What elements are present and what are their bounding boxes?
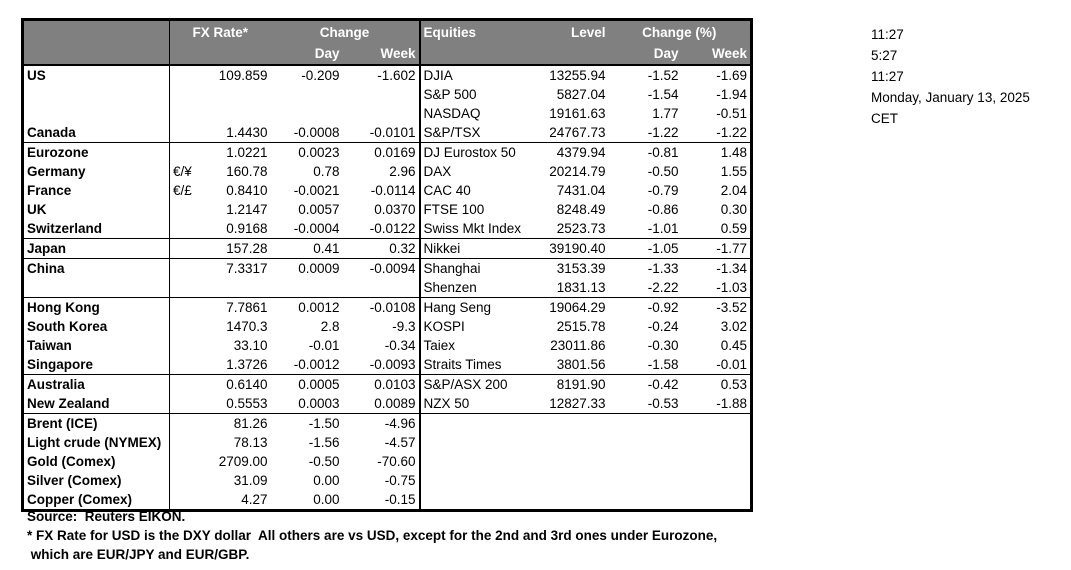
fx-rate-cell [198, 85, 271, 104]
fx-pair-cell [170, 471, 198, 490]
equity-change-day-cell: -0.42 [647, 377, 679, 392]
fx-pair-cell [170, 414, 198, 434]
equity-name-cell: NASDAQ [423, 106, 481, 121]
equity-change-day-cell: -0.86 [647, 202, 679, 217]
fx-rate-cell: 0.8410 [226, 183, 268, 198]
equity-change-week-cell: 1.55 [720, 164, 747, 179]
fx-change-day-cell: -1.56 [308, 435, 340, 450]
table-row [23, 433, 752, 452]
equity-change-day-cell: -0.50 [647, 164, 679, 179]
region-cell: New Zealand [23, 394, 170, 414]
fx-pair-cell: €/¥ [173, 164, 192, 179]
header-spacer [420, 43, 536, 65]
fx-pair-cell [170, 452, 198, 471]
fx-change-week-cell: -0.0108 [343, 298, 420, 318]
fx-pair-cell [170, 278, 198, 298]
fx-rate-cell: 1.3726 [198, 355, 271, 375]
equity-change-day-cell: -1.22 [609, 123, 682, 143]
region-cell [23, 278, 170, 298]
equity-name-cell [420, 471, 536, 490]
region-cell: Australia [23, 375, 170, 395]
level-header: Level [536, 20, 609, 44]
equity-change-week-cell: -1.69 [716, 68, 747, 83]
fx-change-week-cell: -0.0122 [343, 219, 420, 239]
region-cell [23, 85, 170, 104]
equity-name-cell: DAX [423, 164, 452, 179]
header-spacer [170, 43, 198, 65]
region-cell: Germany [23, 162, 170, 181]
equity-level-cell [536, 433, 609, 452]
fx-rate-cell: 0.9168 [198, 219, 271, 239]
equity-change-day-cell: -1.33 [647, 261, 679, 276]
equity-level-cell: 7431.04 [556, 183, 606, 198]
header-row-1 [23, 20, 752, 44]
fx-change-day-cell: 0.0009 [298, 261, 340, 276]
table-body [23, 65, 752, 511]
table-row [23, 123, 752, 143]
equity-change-week-cell: 1.48 [720, 145, 747, 160]
equity-name-cell: Taiex [423, 338, 456, 353]
fx-change-day-cell: -0.0021 [293, 183, 340, 198]
fx-change-day-cell: -1.50 [308, 416, 340, 431]
fx-change-week-cell: -0.0094 [343, 259, 420, 279]
fx-note-line1: * FX Rate for USD is the DXY dollar All others are vs USD, except for the 2nd and 3rd ones under Eurozone, [27, 528, 718, 543]
fx-change-week-cell: -0.0093 [343, 355, 420, 375]
region-cell: Japan [23, 239, 170, 259]
table-row [23, 298, 752, 318]
equity-level-cell: 20214.79 [549, 164, 606, 179]
time-primary: 11:27 [871, 27, 904, 42]
equity-level-cell: 2515.78 [556, 319, 606, 334]
region-cell: US [23, 65, 170, 85]
fx-rate-cell: 1.2147 [226, 202, 268, 217]
fx-change-week-cell: 0.32 [343, 239, 420, 259]
fx-pair-cell [170, 85, 198, 104]
region-cell: Eurozone [23, 143, 170, 163]
equity-change-day-cell: -1.52 [647, 68, 679, 83]
equity-change-week-cell: 0.30 [720, 202, 747, 217]
equity-name-cell: DJIA [423, 68, 453, 83]
equity-change-week-cell: 0.59 [682, 219, 752, 239]
fx-change-day-cell [271, 85, 343, 104]
fx-change-week-cell: -9.3 [343, 317, 420, 336]
fx-change-week-cell: -1.602 [343, 65, 420, 85]
equity-name-cell: CAC 40 [423, 183, 471, 198]
fx-change-day-cell: -0.209 [301, 68, 340, 83]
table-row [23, 452, 752, 471]
equity-level-cell: 5827.04 [556, 87, 606, 102]
fx-rate-cell: 7.3317 [226, 261, 268, 276]
equity-change-week-cell [682, 433, 752, 452]
equity-level-cell: 39190.40 [536, 239, 609, 259]
fx-note-line2: which are EUR/JPY and EUR/GBP. [27, 547, 250, 562]
fx-change-week-cell: -0.15 [343, 490, 420, 511]
fx-pair-cell [170, 336, 198, 355]
equity-change-week-cell: 0.45 [720, 338, 747, 353]
region-cell: Singapore [23, 355, 170, 375]
fx-change-day-cell: -0.0008 [271, 123, 343, 143]
equity-change-day-cell: -1.54 [647, 87, 679, 102]
table-row [23, 414, 752, 434]
equity-level-cell: 4379.94 [556, 145, 606, 160]
equity-change-week-cell: -3.52 [716, 300, 747, 315]
fx-pair-cell [170, 298, 198, 318]
fx-change-week-cell: -70.60 [343, 452, 420, 471]
fx-pair-cell [170, 433, 198, 452]
fx-change-day-cell [271, 104, 343, 123]
equity-change-day-cell: -0.53 [609, 394, 682, 414]
fx-rate-cell: 160.78 [226, 164, 268, 179]
table-row [23, 65, 752, 85]
equity-change-day-cell: -0.79 [647, 183, 679, 198]
equity-change-day-cell [609, 433, 682, 452]
equity-level-cell: 3153.39 [556, 261, 606, 276]
equity-name-cell: NZX 50 [420, 394, 536, 414]
equities-day-header: Day [609, 43, 682, 65]
equity-change-week-cell [682, 452, 752, 471]
equity-change-day-cell: 1.77 [652, 106, 679, 121]
table-row [23, 219, 752, 239]
fx-change-day-cell: -0.01 [308, 338, 340, 353]
fx-change-day-cell: 2.8 [320, 319, 340, 334]
region-header-cell [23, 20, 170, 44]
timezone-label: CET [871, 111, 898, 126]
region-cell: Hong Kong [23, 298, 170, 318]
region-cell: Switzerland [23, 219, 170, 239]
table-row [23, 375, 752, 395]
equity-change-day-cell: -1.05 [609, 239, 682, 259]
equity-name-cell [420, 414, 536, 434]
region-cell: South Korea [23, 317, 170, 336]
equity-change-week-cell: -1.94 [716, 87, 747, 102]
equity-change-day-cell: -1.58 [609, 355, 682, 375]
equity-name-cell [420, 433, 536, 452]
fx-change-week-cell: -0.0101 [343, 123, 420, 143]
equity-name-cell [420, 452, 536, 471]
fx-rate-cell: 31.09 [233, 473, 268, 488]
fx-change-day-cell: 0.78 [313, 164, 340, 179]
header-spacer [536, 43, 609, 65]
fx-change-day-cell: 0.00 [313, 492, 340, 507]
equity-change-week-cell: 0.53 [720, 377, 747, 392]
fx-rate-cell: 0.6140 [226, 377, 268, 392]
header-spacer [23, 43, 170, 65]
fx-rate-cell: 7.7861 [226, 300, 268, 315]
equity-name-cell: DJ Eurostox 50 [423, 145, 516, 160]
fx-change-week-cell: 0.0103 [343, 375, 420, 395]
fx-change-week-cell: 2.96 [343, 162, 420, 181]
equity-level-cell: 19064.29 [549, 300, 606, 315]
region-cell: Silver (Comex) [23, 471, 170, 490]
table-row [23, 181, 752, 200]
fx-week-header: Week [343, 43, 420, 65]
fx-rate-cell: 2709.00 [218, 454, 268, 469]
fx-pair-cell [170, 65, 198, 85]
fx-change-week-cell: -0.0114 [343, 181, 420, 200]
fx-change-day-cell: 0.0005 [298, 377, 340, 392]
fx-change-day-cell: 0.0023 [298, 145, 340, 160]
fx-pair-cell [170, 259, 198, 279]
source-note: Source: Reuters EIKON. [27, 509, 186, 524]
equity-level-cell: 12827.33 [536, 394, 609, 414]
fx-rate-cell: 33.10 [233, 338, 268, 353]
fx-pair-cell [170, 355, 198, 375]
region-cell: Canada [23, 123, 170, 143]
equity-level-cell [536, 471, 609, 490]
fx-rate-cell: 1.4430 [198, 123, 271, 143]
fx-pair-cell [170, 200, 198, 219]
fx-pair-cell [170, 317, 198, 336]
table-row [23, 143, 752, 163]
region-cell: UK [23, 200, 170, 219]
equity-change-day-cell [609, 414, 682, 434]
fx-pair-cell [170, 104, 198, 123]
fx-change-week-cell [343, 85, 420, 104]
table-row [23, 259, 752, 279]
equity-change-week-cell: 3.02 [720, 319, 747, 334]
equity-name-cell: FTSE 100 [423, 202, 485, 217]
time-tertiary: 11:27 [871, 69, 904, 84]
equity-name-cell: Shanghai [423, 261, 481, 276]
table-row [23, 394, 752, 414]
time-secondary: 5:27 [871, 48, 898, 63]
equity-level-cell: 8248.49 [556, 202, 606, 217]
fx-change-day-cell: -0.0012 [271, 355, 343, 375]
region-cell: France [23, 181, 170, 200]
fx-rate-cell: 0.5553 [198, 394, 271, 414]
fx-day-header: Day [271, 43, 343, 65]
region-cell: Copper (Comex) [23, 490, 170, 511]
equity-change-week-cell: -0.01 [682, 355, 752, 375]
table-row [23, 85, 752, 104]
fx-change-week-cell: -0.34 [343, 336, 420, 355]
equity-change-week-cell: -1.22 [682, 123, 752, 143]
equity-level-cell: 23011.86 [550, 338, 606, 353]
equity-change-day-cell [609, 471, 682, 490]
equity-change-week-cell: -1.03 [682, 278, 752, 298]
equity-name-cell: S&P 500 [423, 87, 477, 102]
equity-name-cell: Straits Times [420, 355, 536, 375]
table-row [23, 239, 752, 259]
fx-rate-cell: 1470.3 [226, 319, 268, 334]
equity-level-cell: 3801.56 [536, 355, 609, 375]
region-cell: China [23, 259, 170, 279]
fx-change-week-cell: 0.0089 [343, 394, 420, 414]
equity-name-cell: Shenzen [420, 278, 536, 298]
fx-change-day-cell [271, 278, 343, 298]
fx-pair-cell: €/£ [173, 183, 192, 198]
fx-change-week-cell: 0.0370 [343, 200, 420, 219]
region-cell: Taiwan [23, 336, 170, 355]
region-cell: Gold (Comex) [23, 452, 170, 471]
fx-change-header: Change [271, 20, 420, 44]
region-cell: Brent (ICE) [23, 414, 170, 434]
fx-change-day-cell: 0.00 [313, 473, 340, 488]
equities-week-header: Week [682, 43, 752, 65]
fx-change-day-cell: 0.0012 [298, 300, 340, 315]
equity-name-cell: Hang Seng [423, 300, 492, 315]
equity-level-cell: 8191.90 [556, 377, 606, 392]
equity-change-week-cell: -1.34 [716, 261, 747, 276]
fx-rate-header: FX Rate* [170, 20, 271, 44]
table-row [23, 336, 752, 355]
equity-name-cell: Swiss Mkt Index [420, 219, 536, 239]
equity-level-cell [536, 452, 609, 471]
fx-change-day-cell: -0.0004 [271, 219, 343, 239]
info-panel [871, 24, 1030, 129]
fx-rate-cell: 81.26 [233, 416, 268, 431]
equity-name-cell: S&P/TSX [420, 123, 536, 143]
date-line: Monday, January 13, 2025 [871, 90, 1030, 105]
fx-rate-cell: 4.27 [241, 492, 268, 507]
region-cell: Light crude (NYMEX) [23, 433, 170, 452]
fx-change-day-cell: -0.50 [308, 454, 340, 469]
table-row [23, 278, 752, 298]
fx-rate-cell [198, 104, 271, 123]
equities-header: Equities [420, 20, 536, 44]
header-spacer [198, 43, 271, 65]
fx-change-day-cell: 0.41 [271, 239, 343, 259]
equity-level-cell: 2523.73 [536, 219, 609, 239]
table-row [23, 355, 752, 375]
fx-rate-cell: 1.0221 [226, 145, 268, 160]
fx-rate-cell: 78.13 [233, 435, 268, 450]
fx-pair-cell [170, 123, 198, 143]
fx-pair-cell [170, 143, 198, 163]
fx-change-week-cell [343, 278, 420, 298]
equity-change-week-cell: -1.88 [682, 394, 752, 414]
fx-change-week-cell: -0.75 [343, 471, 420, 490]
equity-level-cell: 1831.13 [536, 278, 609, 298]
table-row [23, 317, 752, 336]
equity-change-day-cell: -0.81 [647, 145, 679, 160]
equity-change-day-cell: -0.30 [647, 338, 679, 353]
equity-level-cell: 24767.73 [536, 123, 609, 143]
equity-change-day-cell [609, 452, 682, 471]
table-row [23, 200, 752, 219]
fx-pair-cell [170, 375, 198, 395]
footnotes [27, 507, 717, 564]
fx-rate-cell [198, 278, 271, 298]
equity-change-day-cell: -1.01 [609, 219, 682, 239]
equity-name-cell: S&P/ASX 200 [423, 377, 508, 392]
market-table [21, 18, 753, 512]
equity-name-cell: Nikkei [420, 239, 536, 259]
table-row [23, 104, 752, 123]
equity-change-week-cell [682, 414, 752, 434]
fx-change-day-cell: 0.0057 [298, 202, 340, 217]
equity-change-week-cell: 2.04 [720, 183, 747, 198]
table-row [23, 471, 752, 490]
equity-change-week-cell [682, 471, 752, 490]
fx-change-week-cell [343, 104, 420, 123]
fx-rate-cell: 157.28 [198, 239, 271, 259]
equity-change-week-cell: -0.51 [716, 106, 747, 121]
equity-change-day-cell: -0.24 [647, 319, 679, 334]
header-row-2 [23, 43, 752, 65]
equity-change-day-cell: -2.22 [609, 278, 682, 298]
region-cell [23, 104, 170, 123]
fx-pair-cell [170, 219, 198, 239]
table-row [23, 162, 752, 181]
equities-change-pct-header: Change (%) [609, 20, 752, 44]
fx-change-week-cell: -4.57 [343, 433, 420, 452]
fx-rate-cell: 109.859 [218, 68, 268, 83]
fx-change-week-cell: -4.96 [343, 414, 420, 434]
fx-pair-cell [170, 394, 198, 414]
table-header [23, 20, 752, 66]
equity-level-cell [536, 414, 609, 434]
fx-change-week-cell: 0.0169 [343, 143, 420, 163]
equity-name-cell: KOSPI [423, 319, 465, 334]
equity-change-day-cell: -0.92 [647, 300, 679, 315]
equity-level-cell: 19161.63 [549, 106, 606, 121]
fx-pair-cell [170, 239, 198, 259]
equity-level-cell: 13255.94 [549, 68, 606, 83]
fx-change-day-cell: 0.0003 [271, 394, 343, 414]
equity-change-week-cell: -1.77 [682, 239, 752, 259]
